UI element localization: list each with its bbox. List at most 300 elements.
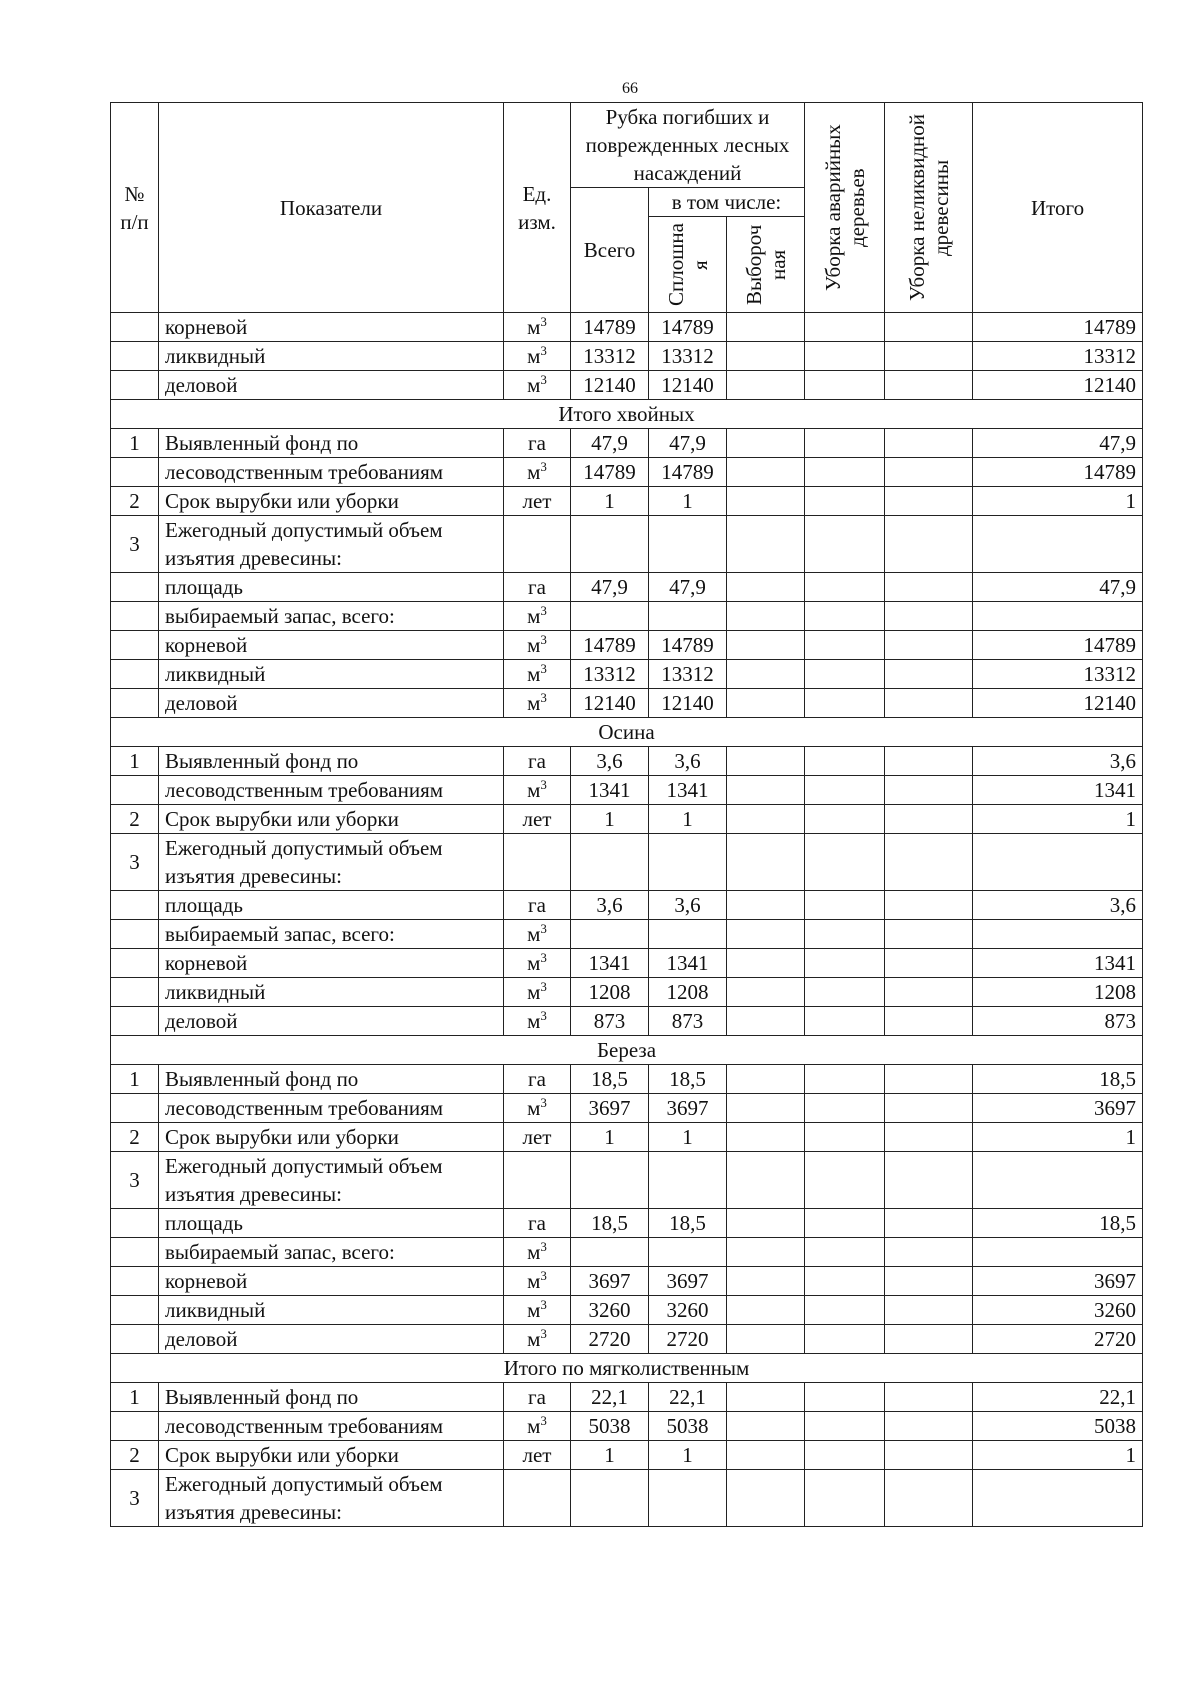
cell-emergency-trees xyxy=(805,1065,885,1094)
cell-felling-selective xyxy=(727,1152,805,1209)
row-number xyxy=(111,342,159,371)
cell-felling-all: 14789 xyxy=(571,631,649,660)
cell-felling-selective xyxy=(727,1209,805,1238)
cell-emergency-trees xyxy=(805,1238,885,1267)
row-number xyxy=(111,313,159,342)
row-number xyxy=(111,689,159,718)
cell-total: 18,5 xyxy=(973,1065,1143,1094)
cell-felling-selective xyxy=(727,1123,805,1152)
cell-nonliquid-wood xyxy=(885,834,973,891)
unit-superscript: 3 xyxy=(540,1297,547,1312)
cell-felling-selective xyxy=(727,429,805,458)
cell-felling-clear xyxy=(649,1152,727,1209)
cell-felling-selective xyxy=(727,631,805,660)
row-label: площадь xyxy=(159,891,504,920)
cell-total: 47,9 xyxy=(973,429,1143,458)
unit-superscript: 3 xyxy=(540,632,547,647)
row-number: 2 xyxy=(111,487,159,516)
cell-felling-all: 3697 xyxy=(571,1267,649,1296)
row-number: 3 xyxy=(111,516,159,573)
cell-felling-selective xyxy=(727,342,805,371)
cell-felling-all: 1 xyxy=(571,487,649,516)
cell-felling-clear: 1341 xyxy=(649,949,727,978)
row-number xyxy=(111,660,159,689)
cell-nonliquid-wood xyxy=(885,342,973,371)
header-dead-damaged-felling: Рубка погибших и поврежденных лесных насаждений xyxy=(571,103,805,188)
table-row xyxy=(111,1267,1143,1296)
unit-superscript: 3 xyxy=(540,603,547,618)
row-label: ликвидный xyxy=(159,978,504,1007)
table-row xyxy=(111,1094,1143,1123)
cell-emergency-trees xyxy=(805,342,885,371)
cell-nonliquid-wood xyxy=(885,1094,973,1123)
cell-felling-clear xyxy=(649,1470,727,1527)
cell-felling-selective xyxy=(727,1325,805,1354)
row-unit: лет xyxy=(504,487,571,516)
cell-felling-all: 13312 xyxy=(571,342,649,371)
cell-felling-clear: 47,9 xyxy=(649,573,727,602)
cell-emergency-trees xyxy=(805,747,885,776)
row-label: деловой xyxy=(159,371,504,400)
cell-nonliquid-wood xyxy=(885,1238,973,1267)
header-emergency-trees xyxy=(805,103,885,313)
row-number xyxy=(111,458,159,487)
forest-felling-table xyxy=(110,102,1143,1527)
cell-nonliquid-wood xyxy=(885,805,973,834)
cell-emergency-trees xyxy=(805,458,885,487)
cell-nonliquid-wood xyxy=(885,1296,973,1325)
row-label: деловой xyxy=(159,689,504,718)
header-indicators: Показатели xyxy=(159,103,504,313)
row-unit xyxy=(504,1470,571,1527)
table-row xyxy=(111,834,1143,891)
cell-felling-all: 47,9 xyxy=(571,573,649,602)
cell-felling-selective xyxy=(727,689,805,718)
row-unit xyxy=(504,516,571,573)
unit-superscript: 3 xyxy=(540,950,547,965)
cell-felling-all: 12140 xyxy=(571,371,649,400)
cell-nonliquid-wood xyxy=(885,573,973,602)
header-clear-felling-label: Сплошна я xyxy=(663,223,712,306)
cell-emergency-trees xyxy=(805,1296,885,1325)
row-unit: га xyxy=(504,429,571,458)
cell-felling-selective xyxy=(727,834,805,891)
cell-felling-selective xyxy=(727,1094,805,1123)
header-nonliquid-wood xyxy=(885,103,973,313)
row-label: деловой xyxy=(159,1325,504,1354)
cell-felling-all xyxy=(571,834,649,891)
cell-nonliquid-wood xyxy=(885,920,973,949)
section-title: Итого хвойных xyxy=(111,400,1143,429)
row-number: 1 xyxy=(111,1383,159,1412)
header-emergency-trees-label: Уборка аварийных деревьев xyxy=(820,124,869,291)
cell-felling-all xyxy=(571,516,649,573)
row-unit: $м^3$ xyxy=(504,342,571,371)
row-label: выбираемый запас, всего: xyxy=(159,602,504,631)
table-row xyxy=(111,1123,1143,1152)
row-unit: $м^3$ xyxy=(504,1296,571,1325)
cell-felling-all: 13312 xyxy=(571,660,649,689)
row-label: ликвидный xyxy=(159,660,504,689)
cell-felling-all: 2720 xyxy=(571,1325,649,1354)
row-label: корневой xyxy=(159,949,504,978)
cell-felling-clear: 1341 xyxy=(649,776,727,805)
header-selective-felling-label: Выбороч ная xyxy=(741,224,790,305)
cell-nonliquid-wood xyxy=(885,978,973,1007)
cell-emergency-trees xyxy=(805,1094,885,1123)
row-unit: $м^3$ xyxy=(504,1267,571,1296)
unit-superscript: 3 xyxy=(540,1413,547,1428)
cell-nonliquid-wood xyxy=(885,1267,973,1296)
cell-felling-selective xyxy=(727,1296,805,1325)
row-unit: га xyxy=(504,1383,571,1412)
row-unit: $м^3$ xyxy=(504,313,571,342)
cell-total: 2720 xyxy=(973,1325,1143,1354)
row-unit: $м^3$ xyxy=(504,920,571,949)
cell-emergency-trees xyxy=(805,1412,885,1441)
cell-nonliquid-wood xyxy=(885,487,973,516)
table-row xyxy=(111,631,1143,660)
unit-superscript: 3 xyxy=(540,1326,547,1341)
cell-felling-all: 14789 xyxy=(571,313,649,342)
cell-emergency-trees xyxy=(805,1209,885,1238)
section-heading-row xyxy=(111,1036,1143,1065)
cell-felling-clear: 12140 xyxy=(649,371,727,400)
cell-felling-clear: 1 xyxy=(649,1123,727,1152)
row-label: Ежегодный допустимый объем изъятия древесины: xyxy=(159,834,504,891)
unit-superscript: 3 xyxy=(540,459,547,474)
row-label: выбираемый запас, всего: xyxy=(159,1238,504,1267)
cell-emergency-trees xyxy=(805,978,885,1007)
row-number xyxy=(111,1007,159,1036)
cell-total: 3697 xyxy=(973,1094,1143,1123)
cell-felling-all xyxy=(571,1152,649,1209)
cell-emergency-trees xyxy=(805,573,885,602)
cell-total: 14789 xyxy=(973,313,1143,342)
row-number: 3 xyxy=(111,1152,159,1209)
cell-emergency-trees xyxy=(805,834,885,891)
cell-emergency-trees xyxy=(805,602,885,631)
table-row xyxy=(111,487,1143,516)
cell-nonliquid-wood xyxy=(885,1470,973,1527)
row-label: лесоводственным требованиям xyxy=(159,458,504,487)
row-number: 2 xyxy=(111,1123,159,1152)
row-unit: лет xyxy=(504,1123,571,1152)
cell-felling-all: 14789 xyxy=(571,458,649,487)
row-number xyxy=(111,602,159,631)
unit-superscript: 3 xyxy=(540,777,547,792)
cell-total: 47,9 xyxy=(973,573,1143,602)
cell-felling-clear xyxy=(649,834,727,891)
cell-felling-selective xyxy=(727,602,805,631)
table-row xyxy=(111,1007,1143,1036)
cell-felling-clear: 1 xyxy=(649,487,727,516)
table-row xyxy=(111,689,1143,718)
cell-felling-clear: 47,9 xyxy=(649,429,727,458)
table-header xyxy=(111,103,1143,313)
cell-total: 13312 xyxy=(973,660,1143,689)
cell-nonliquid-wood xyxy=(885,747,973,776)
cell-felling-all: 1 xyxy=(571,1441,649,1470)
table-row xyxy=(111,1325,1143,1354)
row-label: лесоводственным требованиям xyxy=(159,776,504,805)
table-row xyxy=(111,1209,1143,1238)
row-unit: $м^3$ xyxy=(504,1412,571,1441)
row-unit: $м^3$ xyxy=(504,602,571,631)
row-label: ликвидный xyxy=(159,342,504,371)
row-number: 3 xyxy=(111,1470,159,1527)
cell-emergency-trees xyxy=(805,920,885,949)
table-row xyxy=(111,747,1143,776)
cell-felling-selective xyxy=(727,1441,805,1470)
cell-emergency-trees xyxy=(805,516,885,573)
section-title: Береза xyxy=(111,1036,1143,1065)
unit-superscript: 3 xyxy=(540,979,547,994)
table-row xyxy=(111,1470,1143,1527)
cell-felling-all: 22,1 xyxy=(571,1383,649,1412)
cell-total: 14789 xyxy=(973,458,1143,487)
cell-total: 1 xyxy=(973,805,1143,834)
row-unit: $м^3$ xyxy=(504,1007,571,1036)
row-number xyxy=(111,1238,159,1267)
cell-emergency-trees xyxy=(805,313,885,342)
cell-total: 12140 xyxy=(973,371,1143,400)
row-label: Ежегодный допустимый объем изъятия древесины: xyxy=(159,516,504,573)
cell-felling-all: 18,5 xyxy=(571,1209,649,1238)
cell-felling-selective xyxy=(727,1065,805,1094)
cell-emergency-trees xyxy=(805,805,885,834)
unit-superscript: 3 xyxy=(540,1008,547,1023)
cell-total xyxy=(973,602,1143,631)
table-row xyxy=(111,1152,1143,1209)
cell-total xyxy=(973,834,1143,891)
cell-nonliquid-wood xyxy=(885,1383,973,1412)
table-row xyxy=(111,342,1143,371)
row-label: площадь xyxy=(159,573,504,602)
row-unit: га xyxy=(504,1209,571,1238)
row-number xyxy=(111,1412,159,1441)
row-label: Выявленный фонд по xyxy=(159,1065,504,1094)
cell-nonliquid-wood xyxy=(885,1441,973,1470)
row-label: лесоводственным требованиям xyxy=(159,1094,504,1123)
cell-felling-clear: 3,6 xyxy=(649,891,727,920)
table-row xyxy=(111,805,1143,834)
cell-nonliquid-wood xyxy=(885,458,973,487)
cell-emergency-trees xyxy=(805,1123,885,1152)
row-unit: $м^3$ xyxy=(504,776,571,805)
row-number xyxy=(111,891,159,920)
cell-felling-selective xyxy=(727,516,805,573)
cell-nonliquid-wood xyxy=(885,1325,973,1354)
cell-felling-all xyxy=(571,920,649,949)
cell-felling-clear xyxy=(649,920,727,949)
row-label: корневой xyxy=(159,631,504,660)
row-number: 1 xyxy=(111,747,159,776)
table-row xyxy=(111,602,1143,631)
cell-nonliquid-wood xyxy=(885,1412,973,1441)
cell-total: 1 xyxy=(973,1123,1143,1152)
unit-superscript: 3 xyxy=(540,1239,547,1254)
section-heading-row xyxy=(111,1354,1143,1383)
row-label: площадь xyxy=(159,1209,504,1238)
cell-emergency-trees xyxy=(805,487,885,516)
cell-felling-clear: 22,1 xyxy=(649,1383,727,1412)
cell-emergency-trees xyxy=(805,776,885,805)
section-title: Итого по мягколиственным xyxy=(111,1354,1143,1383)
cell-total: 3260 xyxy=(973,1296,1143,1325)
row-label: Срок вырубки или уборки xyxy=(159,1123,504,1152)
cell-total: 3,6 xyxy=(973,891,1143,920)
cell-felling-clear: 14789 xyxy=(649,631,727,660)
cell-total: 13312 xyxy=(973,342,1143,371)
row-label: лесоводственным требованиям xyxy=(159,1412,504,1441)
header-total: Итого xyxy=(973,103,1143,313)
cell-felling-clear: 13312 xyxy=(649,660,727,689)
row-unit: $м^3$ xyxy=(504,631,571,660)
cell-emergency-trees xyxy=(805,1383,885,1412)
unit-superscript: 3 xyxy=(540,372,547,387)
cell-total: 3,6 xyxy=(973,747,1143,776)
table-row xyxy=(111,920,1143,949)
row-number: 2 xyxy=(111,805,159,834)
cell-felling-clear: 5038 xyxy=(649,1412,727,1441)
cell-felling-all: 3697 xyxy=(571,1094,649,1123)
cell-felling-selective xyxy=(727,1383,805,1412)
cell-total xyxy=(973,516,1143,573)
cell-felling-all xyxy=(571,1470,649,1527)
cell-nonliquid-wood xyxy=(885,949,973,978)
cell-total xyxy=(973,1238,1143,1267)
unit-superscript: 3 xyxy=(540,690,547,705)
cell-nonliquid-wood xyxy=(885,1007,973,1036)
cell-felling-selective xyxy=(727,313,805,342)
row-label: Выявленный фонд по xyxy=(159,747,504,776)
table-row xyxy=(111,516,1143,573)
row-number xyxy=(111,920,159,949)
cell-felling-clear: 2720 xyxy=(649,1325,727,1354)
row-label: Ежегодный допустимый объем изъятия древесины: xyxy=(159,1152,504,1209)
row-number: 1 xyxy=(111,1065,159,1094)
header-unit: Ед. изм. xyxy=(504,103,571,313)
table-row xyxy=(111,1441,1143,1470)
row-label: деловой xyxy=(159,1007,504,1036)
unit-superscript: 3 xyxy=(540,343,547,358)
cell-felling-all: 1208 xyxy=(571,978,649,1007)
table-row xyxy=(111,978,1143,1007)
cell-total: 1341 xyxy=(973,776,1143,805)
cell-nonliquid-wood xyxy=(885,371,973,400)
table-row xyxy=(111,891,1143,920)
table-row xyxy=(111,1383,1143,1412)
cell-total: 5038 xyxy=(973,1412,1143,1441)
cell-total xyxy=(973,1152,1143,1209)
cell-felling-clear: 18,5 xyxy=(649,1065,727,1094)
cell-felling-selective xyxy=(727,1267,805,1296)
cell-nonliquid-wood xyxy=(885,313,973,342)
cell-felling-clear: 3,6 xyxy=(649,747,727,776)
row-unit: $м^3$ xyxy=(504,458,571,487)
header-all-felling: Всего xyxy=(571,188,649,313)
cell-felling-clear: 3697 xyxy=(649,1094,727,1123)
cell-felling-all: 12140 xyxy=(571,689,649,718)
cell-felling-all: 1 xyxy=(571,805,649,834)
unit-superscript: 3 xyxy=(540,661,547,676)
cell-emergency-trees xyxy=(805,371,885,400)
unit-superscript: 3 xyxy=(540,1095,547,1110)
cell-felling-selective xyxy=(727,920,805,949)
header-selective-felling xyxy=(727,217,805,313)
row-label: ликвидный xyxy=(159,1296,504,1325)
cell-nonliquid-wood xyxy=(885,429,973,458)
cell-felling-clear xyxy=(649,1238,727,1267)
row-number xyxy=(111,371,159,400)
cell-felling-clear: 14789 xyxy=(649,313,727,342)
cell-total: 873 xyxy=(973,1007,1143,1036)
cell-felling-clear: 13312 xyxy=(649,342,727,371)
table-row xyxy=(111,458,1143,487)
row-unit: $м^3$ xyxy=(504,1325,571,1354)
cell-nonliquid-wood xyxy=(885,1152,973,1209)
section-title: Осина xyxy=(111,718,1143,747)
cell-felling-all: 3260 xyxy=(571,1296,649,1325)
section-heading-row xyxy=(111,718,1143,747)
cell-emergency-trees xyxy=(805,1267,885,1296)
cell-felling-all xyxy=(571,602,649,631)
cell-felling-clear: 1 xyxy=(649,805,727,834)
row-number: 2 xyxy=(111,1441,159,1470)
row-number xyxy=(111,776,159,805)
cell-total: 18,5 xyxy=(973,1209,1143,1238)
cell-nonliquid-wood xyxy=(885,776,973,805)
table-row xyxy=(111,1065,1143,1094)
cell-emergency-trees xyxy=(805,1007,885,1036)
cell-felling-selective xyxy=(727,660,805,689)
cell-felling-all: 1 xyxy=(571,1123,649,1152)
table-body xyxy=(111,313,1143,1527)
cell-emergency-trees xyxy=(805,631,885,660)
cell-felling-selective xyxy=(727,776,805,805)
cell-total xyxy=(973,920,1143,949)
cell-felling-clear xyxy=(649,602,727,631)
row-unit: $м^3$ xyxy=(504,371,571,400)
cell-total: 12140 xyxy=(973,689,1143,718)
unit-superscript: 3 xyxy=(540,314,547,329)
cell-emergency-trees xyxy=(805,1470,885,1527)
table-row xyxy=(111,371,1143,400)
cell-felling-selective xyxy=(727,1470,805,1527)
cell-total: 14789 xyxy=(973,631,1143,660)
header-including: в том числе: xyxy=(649,188,805,217)
row-unit: лет xyxy=(504,1441,571,1470)
header-clear-felling xyxy=(649,217,727,313)
cell-emergency-trees xyxy=(805,949,885,978)
cell-emergency-trees xyxy=(805,1441,885,1470)
cell-nonliquid-wood xyxy=(885,1123,973,1152)
cell-felling-clear xyxy=(649,516,727,573)
row-number xyxy=(111,1267,159,1296)
cell-felling-all: 1341 xyxy=(571,949,649,978)
cell-felling-selective xyxy=(727,458,805,487)
cell-felling-selective xyxy=(727,371,805,400)
row-number xyxy=(111,573,159,602)
cell-felling-clear: 873 xyxy=(649,1007,727,1036)
header-nonliquid-wood-label: Уборка неликвидной древесины xyxy=(904,114,953,301)
cell-felling-all: 1341 xyxy=(571,776,649,805)
section-heading-row xyxy=(111,400,1143,429)
row-unit: га xyxy=(504,747,571,776)
row-unit: $м^3$ xyxy=(504,949,571,978)
table-row xyxy=(111,776,1143,805)
